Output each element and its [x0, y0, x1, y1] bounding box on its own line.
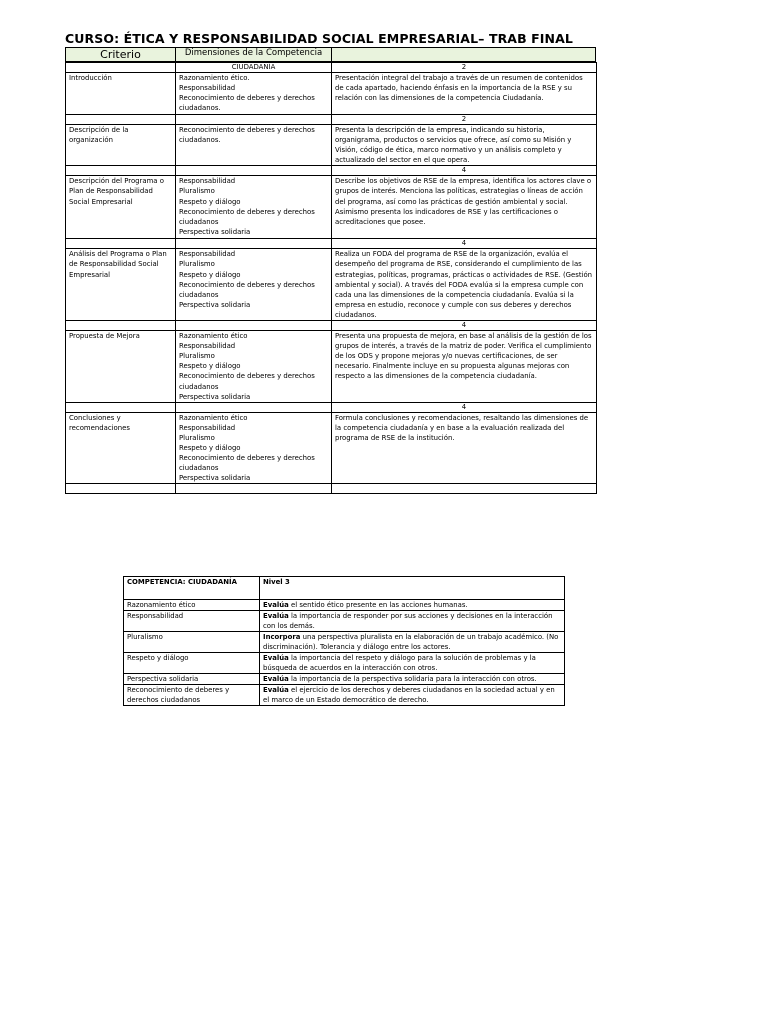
competencia-row: [124, 632, 565, 653]
puntaje-row: [66, 115, 597, 125]
competencia-dimension: Reconocimiento de deberes y derechos ciudadanos: [124, 685, 260, 706]
puntaje-empty: [66, 166, 176, 176]
criterio-cell: Descripción de la organización: [66, 125, 176, 166]
puntaje-empty: [176, 484, 332, 494]
competencia-descripcion: [260, 653, 565, 674]
criterio-cell: Introducción: [66, 73, 176, 115]
competencia-row: [124, 611, 565, 632]
competencia-verb: Incorpora: [263, 633, 301, 641]
dimension-item: Pluralismo: [179, 187, 215, 196]
competencia-table: [123, 576, 565, 706]
dimension-item: Reconocimiento de deberes y derechos ciudadanos.: [179, 126, 315, 145]
puntaje-value: [332, 484, 597, 494]
dimensiones-cell: [176, 125, 332, 166]
document-title: CURSO: ÉTICA Y RESPONSABILIDAD SOCIAL EMPRESARIAL– TRAB FINAL: [65, 31, 573, 46]
header-dimensiones: Dimensiones de la Competencia: [175, 47, 332, 62]
dimension-item: Razonamiento ético.: [179, 74, 250, 82]
competencia-text: la importancia de la perspectiva solidaria para la interacción con otros.: [288, 675, 537, 683]
criterio-cell: Descripción del Programa o Plan de Responsabilidad Social Empresarial: [66, 176, 176, 239]
competencia-text: la importancia del respeto y diálogo para la solución de problemas y la búsqueda de acuerdos en la interacción con otros.: [263, 654, 536, 672]
competencia-descripcion: [260, 674, 565, 685]
descripcion-cell: Presenta una propuesta de mejora, en base al análisis de la gestión de los grupos de interés, a través de la matriz de poder. Verifica el cumplimiento de los ODS y propone mejoras y/o nuevas certificaciones, de ser necesario. Finalmente incluye en su propuesta algunas mejoras con respecto a las dimensiones de la competencia ciudadanía.: [332, 331, 597, 403]
descripcion-cell: Describe los objetivos de RSE de la empresa, identifica los actores clave o grupos de interés. Menciona las políticas, estrategias o líneas de acción del programa, así como las prácticas de gestión ambiental y social. Asimismo presenta los indicadores de RSE y las certificaciones o acreditaciones que posee.: [332, 176, 597, 239]
puntaje-empty: [66, 239, 176, 249]
dimension-item: Reconocimiento de deberes y derechos ciudadanos: [179, 207, 315, 226]
dimension-item: Responsabilidad: [179, 84, 236, 93]
dimension-item: Reconocimiento de deberes y derechos ciudadanos: [179, 372, 315, 391]
competencia-row: [124, 674, 565, 685]
descripcion-cell: Presenta la descripción de la empresa, indicando su historia, organigrama, productos o servicios que ofrece, así como su Misión y Visión, código de ética, marco normativo y un análisis completo y actualizado del sector en el que opera.: [332, 125, 597, 166]
competencia-row: [124, 653, 565, 674]
dimension-item: Pluralismo: [179, 352, 215, 361]
dimension-item: Respeto y diálogo: [179, 270, 241, 279]
dimensiones-cell: [176, 331, 332, 403]
puntaje-empty: [66, 402, 176, 412]
puntaje-empty: [66, 321, 176, 331]
competencia-header-right: Nivel 3: [260, 577, 565, 600]
rubric-row: [66, 73, 597, 115]
dimension-item: Perspectiva solidaria: [179, 227, 251, 236]
puntaje-row: [66, 484, 597, 494]
rubric-row: [66, 176, 597, 239]
header-extra: [589, 47, 596, 62]
puntaje-value: 4: [332, 166, 597, 176]
rubric-row: [66, 331, 597, 403]
competencia-row: [124, 685, 565, 706]
competencia-dimension: Perspectiva solidaria: [124, 674, 260, 685]
puntaje-row: [66, 402, 597, 412]
puntaje-empty: [176, 402, 332, 412]
dimension-item: Razonamiento ético: [179, 332, 248, 341]
dimension-item: Responsabilidad: [179, 423, 236, 432]
subheader-row: [66, 63, 597, 73]
puntaje-empty: [176, 166, 332, 176]
dimension-item: Razonamiento ético: [179, 413, 248, 422]
puntaje-empty: [176, 239, 332, 249]
competencia-verb: Evalúa: [263, 654, 289, 662]
dimension-item: Reconocimiento de deberes y derechos ciudadanos: [179, 454, 315, 473]
puntaje-value: 4: [332, 239, 597, 249]
dimension-item: Pluralismo: [179, 433, 215, 442]
puntaje-row: [66, 321, 597, 331]
dimensiones-cell: [176, 73, 332, 115]
dimension-item: Reconocimiento de deberes y derechos ciudadanos.: [179, 94, 315, 113]
competencia-dimension: Pluralismo: [124, 632, 260, 653]
puntaje-row: [66, 166, 597, 176]
competencia-text: el sentido ético presente en las acciones humanas.: [288, 601, 468, 609]
rubric-row: [66, 125, 597, 166]
descripcion-cell: Formula conclusiones y recomendaciones, resaltando las dimensiones de la competencia ciudadanía y en base a la evaluación realizada del programa de RSE de la institución.: [332, 412, 597, 484]
rubric-row: [66, 249, 597, 321]
rubric-row: [66, 412, 597, 484]
subheader-competencia: CIUDADANÍA: [176, 63, 332, 73]
competencia-verb: Evalúa: [263, 612, 289, 620]
dimension-item: Perspectiva solidaria: [179, 392, 251, 401]
dimension-item: Perspectiva solidaria: [179, 474, 251, 483]
puntaje-empty: [176, 115, 332, 125]
criterio-cell: Propuesta de Mejora: [66, 331, 176, 403]
competencia-descripcion: [260, 685, 565, 706]
header-criterio: Criterio: [65, 47, 176, 62]
dimension-item: Responsabilidad: [179, 342, 236, 351]
competencia-verb: Evalúa: [263, 675, 289, 683]
competencia-dimension: Razonamiento ético: [124, 600, 260, 611]
dimensiones-cell: [176, 412, 332, 484]
descripcion-cell: Realiza un FODA del programa de RSE de la organización, evalúa el desempeño del programa de RSE, considerando el cumplimiento de las estrategias, políticas, programas, prácticas o actividades de RSE. (Gestión ambiental y social). A través del FODA evalúa si la empresa cumple con cada una las dimensiones de la competencia ciudadanía. Evalúa si la empresa en estudio, reconoce y cumple con sus deberes y derechos ciudadanos.: [332, 249, 597, 321]
puntaje-value: 4: [332, 402, 597, 412]
competencia-header-left: COMPETENCIA: CIUDADANÍA: [124, 577, 260, 600]
competencia-dimension: Responsabilidad: [124, 611, 260, 632]
competencia-row: [124, 600, 565, 611]
puntaje-empty: [176, 321, 332, 331]
dimension-item: Responsabilidad: [179, 177, 236, 186]
puntaje-empty: [66, 115, 176, 125]
dimension-item: Respeto y diálogo: [179, 443, 241, 452]
puntaje-value: 2: [332, 115, 597, 125]
dimension-item: Pluralismo: [179, 260, 215, 269]
competencia-descripcion: [260, 611, 565, 632]
competencia-text: una perspectiva pluralista en la elaboración de un trabajo académico. (No discriminación). Tolerancia y diálogo entre los actores.: [263, 633, 559, 651]
descripcion-cell: Presentación integral del trabajo a través de un resumen de contenidos de cada apartado, haciendo énfasis en la importancia de la RSE y su relación con las dimensiones de la competencia Ciudadanía.: [332, 73, 597, 115]
competencia-text: la importancia de responder por sus acciones y decisiones en la interacción con los demás.: [263, 612, 553, 630]
competencia-descripcion: [260, 600, 565, 611]
dimension-item: Responsabilidad: [179, 250, 236, 259]
subheader-puntaje: 2: [332, 63, 597, 73]
dimensiones-cell: [176, 249, 332, 321]
subheader-empty: [66, 63, 176, 73]
competencia-verb: Evalúa: [263, 686, 289, 694]
dimension-item: Respeto y diálogo: [179, 362, 241, 371]
dimension-item: Respeto y diálogo: [179, 197, 241, 206]
competencia-dimension: Respeto y diálogo: [124, 653, 260, 674]
dimension-item: Reconocimiento de deberes y derechos ciudadanos: [179, 280, 315, 299]
puntaje-empty: [66, 484, 176, 494]
competencia-header-row: [124, 577, 565, 600]
puntaje-row: [66, 239, 597, 249]
puntaje-value: 4: [332, 321, 597, 331]
competencia-text: el ejercicio de los derechos y deberes ciudadanos en la sociedad actual y en el marco de un Estado democrático de derecho.: [263, 686, 555, 704]
criterio-cell: Análisis del Programa o Plan de Responsabilidad Social Empresarial: [66, 249, 176, 321]
dimensiones-cell: [176, 176, 332, 239]
dimension-item: Perspectiva solidaria: [179, 300, 251, 309]
competencia-descripcion: [260, 632, 565, 653]
header-descripcion: [331, 47, 590, 62]
rubric-table: [65, 62, 597, 494]
criterio-cell: Conclusiones y recomendaciones: [66, 412, 176, 484]
competencia-verb: Evalúa: [263, 601, 289, 609]
